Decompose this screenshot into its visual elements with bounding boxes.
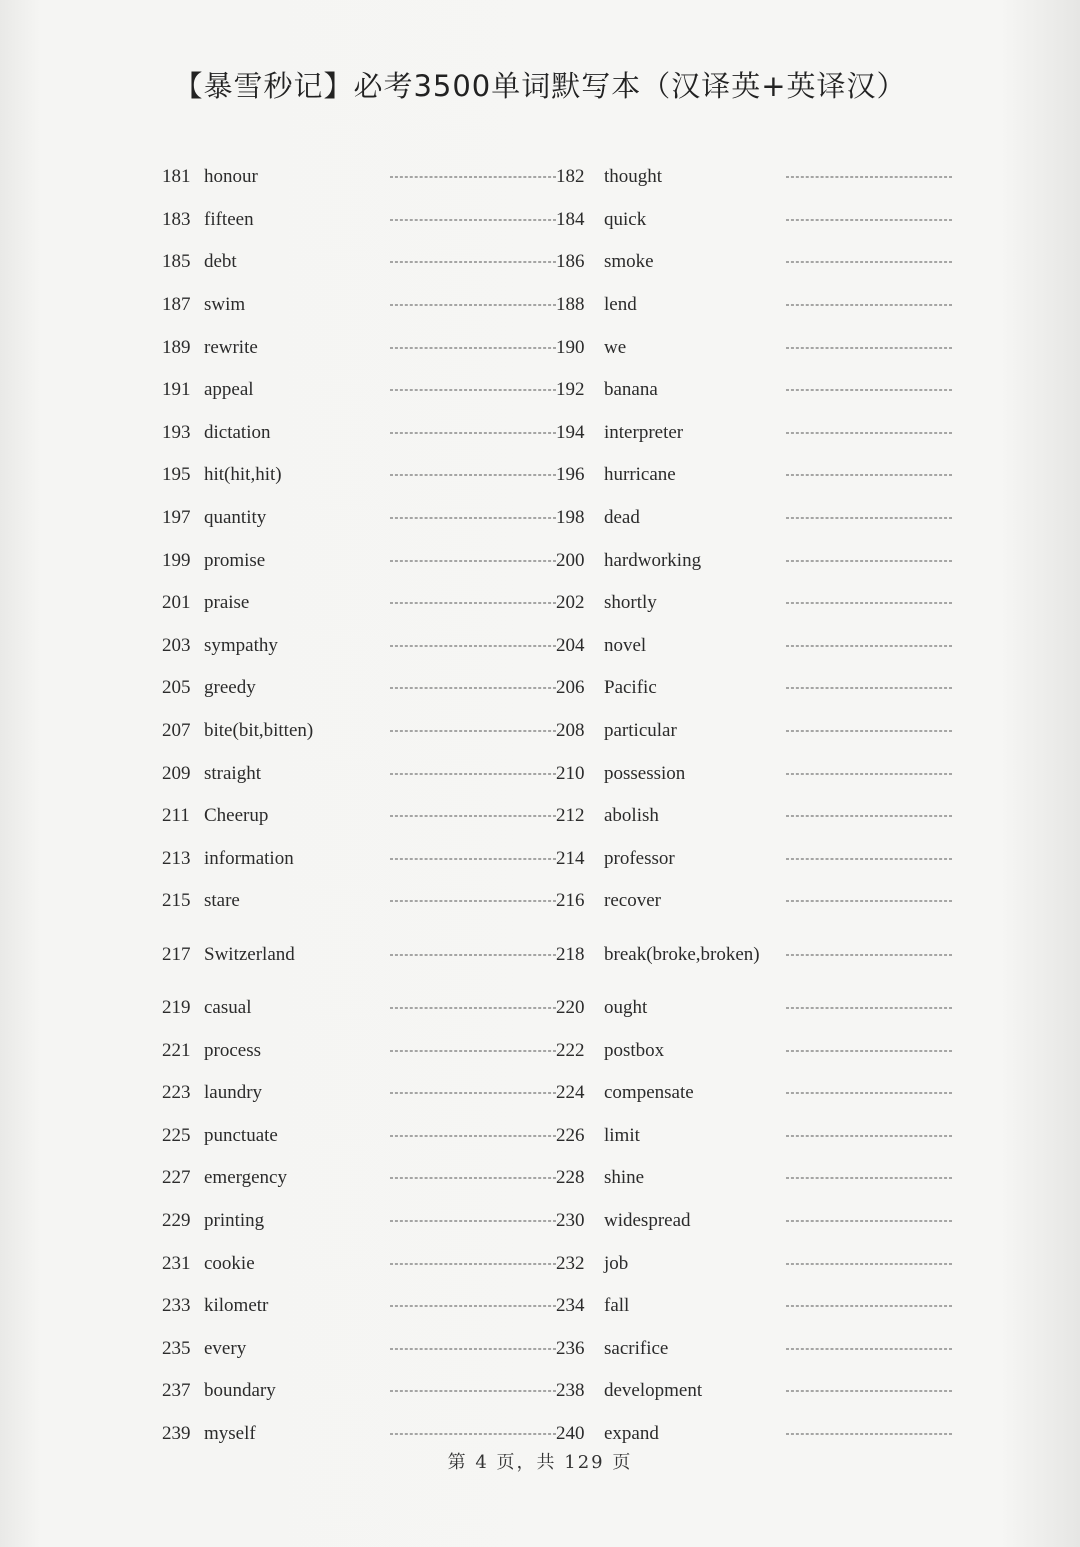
word-row (0, 199, 1080, 242)
english-word: honour (204, 166, 258, 188)
english-word: lend (604, 294, 637, 316)
word-row (0, 923, 1080, 987)
answer-blank-line (786, 731, 952, 732)
english-word: emergency (204, 1167, 287, 1189)
answer-blank-line (390, 1135, 556, 1136)
answer-blank-line (786, 219, 952, 220)
answer-blank-line (786, 262, 952, 263)
answer-blank-line (390, 858, 556, 859)
word-number: 195 (162, 464, 191, 486)
english-word: thought (604, 166, 663, 188)
english-word: dictation (204, 421, 271, 443)
word-number: 230 (556, 1209, 585, 1231)
english-word: sympathy (204, 634, 278, 656)
word-number: 216 (556, 890, 585, 912)
answer-blank-line (390, 1433, 556, 1434)
word-row (0, 1285, 1080, 1328)
english-word: boundary (204, 1380, 276, 1402)
answer-blank-line (786, 560, 952, 561)
word-number: 211 (162, 805, 190, 827)
word-row (0, 326, 1080, 369)
answer-blank-line (786, 305, 952, 306)
answer-blank-line (786, 688, 952, 689)
word-number: 192 (556, 379, 585, 401)
answer-blank-line (390, 1220, 556, 1221)
english-word: sacrifice (604, 1337, 669, 1359)
word-row (0, 1327, 1080, 1370)
word-number: 199 (162, 549, 191, 571)
word-number: 208 (556, 720, 585, 742)
english-word: laundry (204, 1082, 263, 1104)
word-number: 194 (556, 421, 585, 443)
word-number: 215 (162, 890, 191, 912)
english-word: punctuate (204, 1124, 278, 1146)
word-number: 188 (556, 294, 585, 316)
word-row (0, 752, 1080, 795)
english-word: hurricane (604, 464, 676, 486)
word-number: 224 (556, 1082, 585, 1104)
word-number: 218 (556, 943, 585, 965)
word-number: 185 (162, 251, 191, 273)
answer-blank-line (390, 1348, 556, 1349)
answer-blank-line (786, 954, 952, 955)
english-word: swim (204, 294, 246, 316)
english-word: quantity (204, 507, 267, 529)
word-number: 206 (556, 677, 585, 699)
english-word: praise (204, 592, 250, 614)
answer-blank-line (390, 390, 556, 391)
answer-blank-line (786, 1135, 952, 1136)
english-word: interpreter (604, 421, 684, 443)
answer-blank-line (390, 688, 556, 689)
answer-blank-line (786, 177, 952, 178)
word-number: 187 (162, 294, 191, 316)
word-number: 219 (162, 996, 191, 1018)
answer-blank-line (390, 432, 556, 433)
english-word: banana (604, 379, 658, 401)
answer-blank-line (786, 475, 952, 476)
word-row (0, 1029, 1080, 1072)
word-row (0, 156, 1080, 199)
answer-blank-line (390, 1391, 556, 1392)
english-word: we (604, 336, 627, 358)
english-word: casual (204, 996, 252, 1018)
answer-blank-line (786, 1220, 952, 1221)
english-word: Cheerup (204, 805, 269, 827)
english-word: promise (204, 549, 266, 571)
english-word: professor (604, 847, 675, 869)
answer-blank-line (390, 1007, 556, 1008)
word-number: 190 (556, 336, 585, 358)
word-number: 207 (162, 720, 191, 742)
answer-blank-line (786, 1007, 952, 1008)
english-word: widespread (604, 1209, 691, 1231)
word-number: 240 (556, 1422, 585, 1444)
answer-blank-line (786, 1050, 952, 1051)
word-number: 209 (162, 762, 191, 784)
english-word: recover (604, 890, 661, 912)
answer-blank-line (786, 390, 952, 391)
english-word: ought (604, 996, 648, 1018)
word-number: 223 (162, 1082, 191, 1104)
word-number: 193 (162, 421, 191, 443)
word-row (0, 1157, 1080, 1200)
word-number: 189 (162, 336, 191, 358)
answer-blank-line (786, 1093, 952, 1094)
answer-blank-line (786, 816, 952, 817)
word-row (0, 1200, 1080, 1243)
english-word: stare (204, 890, 240, 912)
english-word: break(broke,broken) (604, 943, 760, 965)
english-word: hardworking (604, 549, 702, 571)
english-word: information (204, 847, 294, 869)
answer-blank-line (390, 262, 556, 263)
answer-blank-line (390, 731, 556, 732)
answer-blank-line (786, 432, 952, 433)
answer-blank-line (390, 603, 556, 604)
word-number: 234 (556, 1295, 585, 1317)
word-number: 235 (162, 1337, 191, 1359)
word-number: 191 (162, 379, 191, 401)
english-word: rewrite (204, 336, 258, 358)
english-word: development (604, 1380, 703, 1402)
word-number: 214 (556, 847, 585, 869)
answer-blank-line (786, 518, 952, 519)
answer-blank-line (390, 560, 556, 561)
word-row (0, 625, 1080, 668)
answer-blank-line (390, 475, 556, 476)
english-word: shine (604, 1167, 645, 1189)
answer-blank-line (390, 816, 556, 817)
word-number: 221 (162, 1039, 191, 1061)
english-word: myself (204, 1422, 256, 1444)
word-number: 200 (556, 549, 585, 571)
english-word: kilometr (204, 1295, 269, 1317)
answer-blank-line (390, 219, 556, 220)
word-number: 181 (162, 166, 191, 188)
word-number: 198 (556, 507, 585, 529)
word-number: 196 (556, 464, 585, 486)
english-word: straight (204, 762, 261, 784)
english-word: job (604, 1252, 629, 1274)
answer-blank-line (390, 901, 556, 902)
answer-blank-line (786, 858, 952, 859)
answer-blank-line (786, 901, 952, 902)
word-number: 237 (162, 1380, 191, 1402)
word-row (0, 284, 1080, 327)
word-row (0, 838, 1080, 881)
word-number: 233 (162, 1295, 191, 1317)
answer-blank-line (786, 645, 952, 646)
word-number: 227 (162, 1167, 191, 1189)
answer-blank-line (786, 1306, 952, 1307)
english-word: debt (204, 251, 237, 273)
word-row (0, 369, 1080, 412)
answer-blank-line (786, 1433, 952, 1434)
word-number: 238 (556, 1380, 585, 1402)
english-word: possession (604, 762, 686, 784)
word-row (0, 880, 1080, 923)
word-row (0, 1072, 1080, 1115)
english-word: shortly (604, 592, 657, 614)
word-row (0, 454, 1080, 497)
answer-blank-line (786, 603, 952, 604)
answer-blank-line (786, 1391, 952, 1392)
english-word: hit(hit,hit) (204, 464, 282, 486)
answer-blank-line (390, 645, 556, 646)
answer-blank-line (390, 1093, 556, 1094)
answer-blank-line (390, 773, 556, 774)
word-number: 186 (556, 251, 585, 273)
english-word: postbox (604, 1039, 665, 1061)
word-row (0, 497, 1080, 540)
answer-blank-line (786, 1263, 952, 1264)
answer-blank-line (390, 177, 556, 178)
word-row (0, 539, 1080, 582)
english-word: process (204, 1039, 261, 1061)
word-number: 182 (556, 166, 585, 188)
word-row (0, 1370, 1080, 1413)
word-number: 212 (556, 805, 585, 827)
answer-blank-line (786, 773, 952, 774)
english-word: fall (604, 1295, 630, 1317)
word-number: 225 (162, 1124, 191, 1146)
word-number: 239 (162, 1422, 191, 1444)
english-word: quick (604, 208, 647, 230)
english-word: novel (604, 634, 647, 656)
answer-blank-line (786, 1178, 952, 1179)
word-row (0, 667, 1080, 710)
word-number: 226 (556, 1124, 585, 1146)
word-number: 232 (556, 1252, 585, 1274)
english-word: limit (604, 1124, 640, 1146)
word-row (0, 582, 1080, 625)
word-number: 213 (162, 847, 191, 869)
answer-blank-line (390, 1178, 556, 1179)
word-number: 197 (162, 507, 191, 529)
answer-blank-line (390, 1306, 556, 1307)
word-row (0, 987, 1080, 1030)
word-number: 205 (162, 677, 191, 699)
word-number: 220 (556, 996, 585, 1018)
word-row (0, 1242, 1080, 1285)
english-word: expand (604, 1422, 659, 1444)
word-number: 203 (162, 634, 191, 656)
word-number: 202 (556, 592, 585, 614)
word-number: 236 (556, 1337, 585, 1359)
word-row (0, 412, 1080, 455)
answer-blank-line (390, 1263, 556, 1264)
word-number: 201 (162, 592, 191, 614)
word-number: 204 (556, 634, 585, 656)
page-number: 第 4 页，共 129 页 (447, 1452, 633, 1473)
english-word: bite(bit,bitten) (204, 720, 314, 742)
word-number: 217 (162, 943, 191, 965)
english-word: printing (204, 1209, 265, 1231)
answer-blank-line (786, 347, 952, 348)
word-number: 222 (556, 1039, 585, 1061)
answer-blank-line (390, 954, 556, 955)
word-row (0, 710, 1080, 753)
answer-blank-line (390, 305, 556, 306)
english-word: dead (604, 507, 640, 529)
word-number: 183 (162, 208, 191, 230)
answer-blank-line (390, 518, 556, 519)
page-title: 【暴雪秒记】必考3500单词默写本（汉译英+英译汉） (173, 69, 907, 103)
word-row (0, 795, 1080, 838)
english-word: every (204, 1337, 247, 1359)
word-number: 210 (556, 762, 585, 784)
answer-blank-line (390, 1050, 556, 1051)
word-number: 228 (556, 1167, 585, 1189)
english-word: greedy (204, 677, 256, 699)
word-number: 229 (162, 1209, 191, 1231)
word-number: 184 (556, 208, 585, 230)
word-row (0, 241, 1080, 284)
english-word: abolish (604, 805, 659, 827)
english-word: compensate (604, 1082, 694, 1104)
word-row (0, 1114, 1080, 1157)
english-word: appeal (204, 379, 254, 401)
english-word: Switzerland (204, 943, 295, 965)
english-word: smoke (604, 251, 654, 273)
english-word: particular (604, 720, 677, 742)
word-list (0, 156, 1080, 1455)
english-word: fifteen (204, 208, 254, 230)
english-word: cookie (204, 1252, 255, 1274)
answer-blank-line (786, 1348, 952, 1349)
answer-blank-line (390, 347, 556, 348)
word-number: 231 (162, 1252, 191, 1274)
english-word: Pacific (604, 677, 657, 699)
